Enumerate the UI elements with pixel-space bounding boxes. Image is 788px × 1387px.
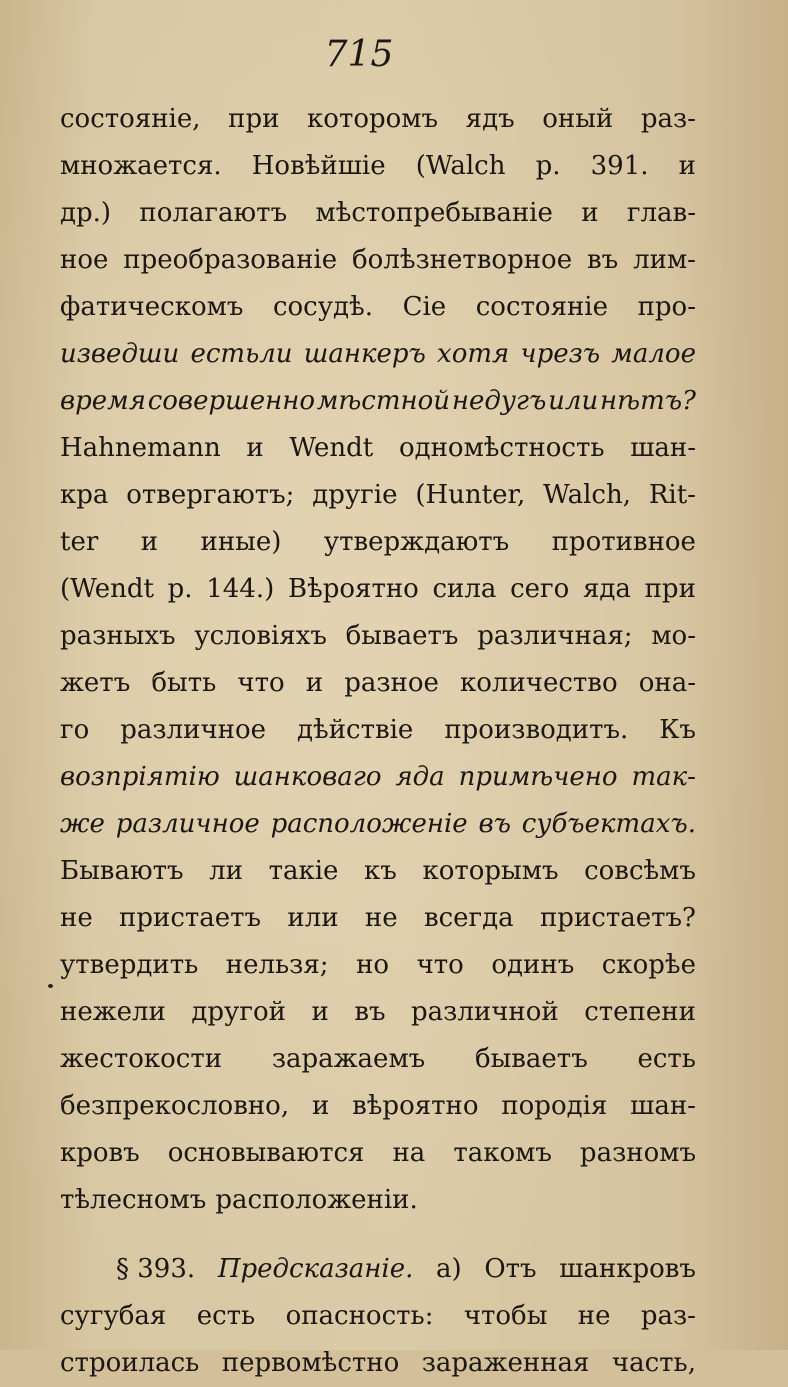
word: или — [548, 386, 599, 416]
word: состояніе — [475, 292, 608, 322]
word: утвердить — [60, 950, 199, 980]
word: различная; — [477, 621, 633, 651]
word: что — [237, 668, 285, 698]
text-line — [60, 1036, 696, 1083]
word: количество — [460, 668, 618, 698]
text-line — [60, 613, 696, 660]
word: такомъ — [453, 1138, 552, 1168]
word: условіяхъ — [194, 621, 327, 651]
text-line — [60, 1177, 696, 1224]
page-number: 715 — [324, 34, 394, 75]
word: и — [140, 527, 159, 557]
word: состояніе, — [60, 104, 201, 134]
word: Новѣйшіе — [251, 151, 386, 181]
word: Бываютъ — [60, 856, 184, 886]
word: быть — [151, 668, 217, 698]
word: разномъ — [579, 1138, 696, 1168]
word: сосудѣ. — [272, 292, 373, 322]
word: пристаетъ — [119, 903, 262, 933]
word: разныхъ — [60, 621, 176, 651]
text-line — [60, 754, 696, 801]
word: естьли — [190, 339, 293, 369]
word: го — [60, 715, 90, 745]
word: пристаетъ? — [539, 903, 696, 933]
word: не — [60, 903, 93, 933]
word: всегда — [423, 903, 514, 933]
word: тѣлесномъ — [60, 1185, 207, 1215]
word: и — [581, 198, 599, 228]
word: Walch, — [543, 480, 631, 510]
word: различной — [411, 997, 559, 1027]
word: зараженная — [421, 1348, 590, 1378]
word: шан- — [630, 1091, 696, 1121]
text-line — [60, 1340, 696, 1387]
word: не — [577, 1301, 611, 1331]
word: другіе — [312, 480, 398, 510]
word: другой — [191, 997, 286, 1027]
word: мо- — [651, 621, 696, 651]
word: противное — [551, 527, 696, 557]
word: (Hunter, — [415, 480, 526, 510]
word: и — [311, 1091, 330, 1121]
word: расположеніи. — [215, 1185, 418, 1215]
text-line — [60, 472, 696, 519]
word: опасность: — [285, 1301, 434, 1331]
word: нельзя; — [225, 950, 329, 980]
word: разное — [344, 668, 439, 698]
word: ядъ — [465, 104, 515, 134]
word: Rit- — [648, 480, 696, 510]
word: 144.) — [206, 574, 275, 604]
word: шанковаго — [233, 762, 382, 792]
word: p. — [167, 574, 193, 604]
text-line — [60, 378, 696, 425]
word: при — [644, 574, 696, 604]
text-line — [60, 801, 696, 848]
text-line — [60, 284, 696, 331]
text-line — [60, 660, 696, 707]
word: болѣзнетворное — [352, 245, 573, 275]
word: основываются — [167, 1138, 365, 1168]
word: Къ — [659, 715, 696, 745]
word: на — [392, 1138, 426, 1168]
word: бываетъ — [474, 1044, 588, 1074]
word: расположеніе — [270, 809, 468, 839]
word: но — [356, 950, 390, 980]
word: мѣстопребываніе — [315, 198, 553, 228]
word: или — [287, 903, 339, 933]
word: утверждаютъ — [323, 527, 510, 557]
word: скорѣе — [601, 950, 696, 980]
word: хотя — [437, 339, 510, 369]
text-line — [60, 1293, 696, 1340]
word: а) — [436, 1254, 462, 1284]
word: въ — [587, 245, 619, 275]
word: одинъ — [491, 950, 575, 980]
word: часть, — [611, 1348, 696, 1378]
word: которомъ — [307, 104, 439, 134]
word: кра — [60, 480, 109, 510]
word: различное — [120, 715, 267, 745]
word: чтобы — [463, 1301, 548, 1331]
word: дѣйствіе — [297, 715, 414, 745]
word: мѣстной — [316, 386, 451, 416]
word: лим- — [633, 245, 696, 275]
word: строилась — [60, 1348, 200, 1378]
text-line — [60, 707, 696, 754]
word: ter — [60, 527, 99, 557]
word: глав- — [626, 198, 696, 228]
word: Отъ — [484, 1254, 537, 1284]
word: одномѣстность — [398, 433, 605, 463]
word: жестокости — [60, 1044, 223, 1074]
word: въ — [354, 997, 386, 1027]
word: совершенно — [147, 386, 316, 416]
text-line — [60, 942, 696, 989]
word: множается. — [60, 151, 222, 181]
word: заражаемъ — [271, 1044, 426, 1074]
word: шанкровъ — [559, 1254, 696, 1284]
word: что — [416, 950, 464, 980]
word: про- — [637, 292, 696, 322]
word: сугубая — [60, 1301, 167, 1331]
word: безпрекословно, — [60, 1091, 290, 1121]
word: (Walch — [415, 151, 506, 181]
word: ли — [209, 856, 243, 886]
word: шанкеръ — [303, 339, 426, 369]
word: так- — [631, 762, 696, 792]
word: такіе — [268, 856, 339, 886]
word: совсѣмъ — [584, 856, 696, 886]
word: она- — [638, 668, 696, 698]
word: къ — [364, 856, 397, 886]
word: нежели — [60, 997, 166, 1027]
word: степени — [584, 997, 696, 1027]
word: нѣтъ? — [600, 386, 696, 416]
word: есть — [637, 1044, 696, 1074]
word: p. — [535, 151, 561, 181]
word: (Wendt — [60, 574, 154, 604]
body-text — [60, 96, 696, 1387]
word: есть — [196, 1301, 256, 1331]
word: фатическомъ — [60, 292, 244, 322]
text-line — [60, 848, 696, 895]
text-line — [60, 1130, 696, 1177]
text-line — [60, 331, 696, 378]
word: чрезъ — [520, 339, 601, 369]
text-line — [60, 143, 696, 190]
word: субъектахъ. — [521, 809, 696, 839]
text-line — [60, 96, 696, 143]
word: и — [246, 433, 264, 463]
word: и — [311, 997, 329, 1027]
word: др.) — [60, 198, 112, 228]
word: которымъ — [422, 856, 559, 886]
word: различное — [115, 809, 260, 839]
word: отвергаютъ; — [126, 480, 295, 510]
text-line — [60, 425, 696, 472]
word: малое — [611, 339, 696, 369]
word: преобразованіе — [123, 245, 338, 275]
text-line — [60, 237, 696, 284]
word: и — [305, 668, 324, 698]
word: яда — [395, 762, 445, 792]
word: Сіе — [402, 292, 447, 322]
section-heading-line — [60, 1246, 696, 1293]
text-line — [60, 1083, 696, 1130]
word: шан- — [630, 433, 696, 463]
word: и — [678, 151, 696, 181]
text-line — [60, 190, 696, 237]
word: производитъ. — [444, 715, 629, 745]
word: раз- — [640, 1301, 696, 1331]
word: оный — [542, 104, 614, 134]
word: сила — [432, 574, 497, 604]
word: вѣроятно — [352, 1091, 479, 1121]
word: время — [60, 386, 146, 416]
text-line — [60, 566, 696, 613]
section-title: Предсказаніе. — [217, 1254, 414, 1284]
word: первомѣстно — [221, 1348, 400, 1378]
word: жетъ — [60, 668, 131, 698]
word: изведши — [60, 339, 180, 369]
text-line — [60, 989, 696, 1036]
word: не — [364, 903, 398, 933]
word: недугъ — [451, 386, 547, 416]
word: яда — [583, 574, 631, 604]
word: бываетъ — [345, 621, 459, 651]
word: 391. — [590, 151, 649, 181]
word: кровъ — [60, 1138, 140, 1168]
word: возпріятію — [60, 762, 220, 792]
text-line — [60, 895, 696, 942]
word: сего — [510, 574, 570, 604]
section-number: § 393. — [116, 1254, 196, 1284]
word: же — [60, 809, 105, 839]
word: при — [228, 104, 280, 134]
word: породія — [501, 1091, 608, 1121]
ink-speck — [48, 984, 53, 988]
word: Hahnemann — [60, 433, 221, 463]
word: въ — [478, 809, 511, 839]
word: Вѣроятно — [287, 574, 419, 604]
word: раз- — [640, 104, 696, 134]
word: Wendt — [289, 433, 374, 463]
word: примѣчено — [458, 762, 618, 792]
word: иные) — [200, 527, 282, 557]
text-line — [60, 519, 696, 566]
word: полагаютъ — [139, 198, 288, 228]
word: ное — [60, 245, 109, 275]
